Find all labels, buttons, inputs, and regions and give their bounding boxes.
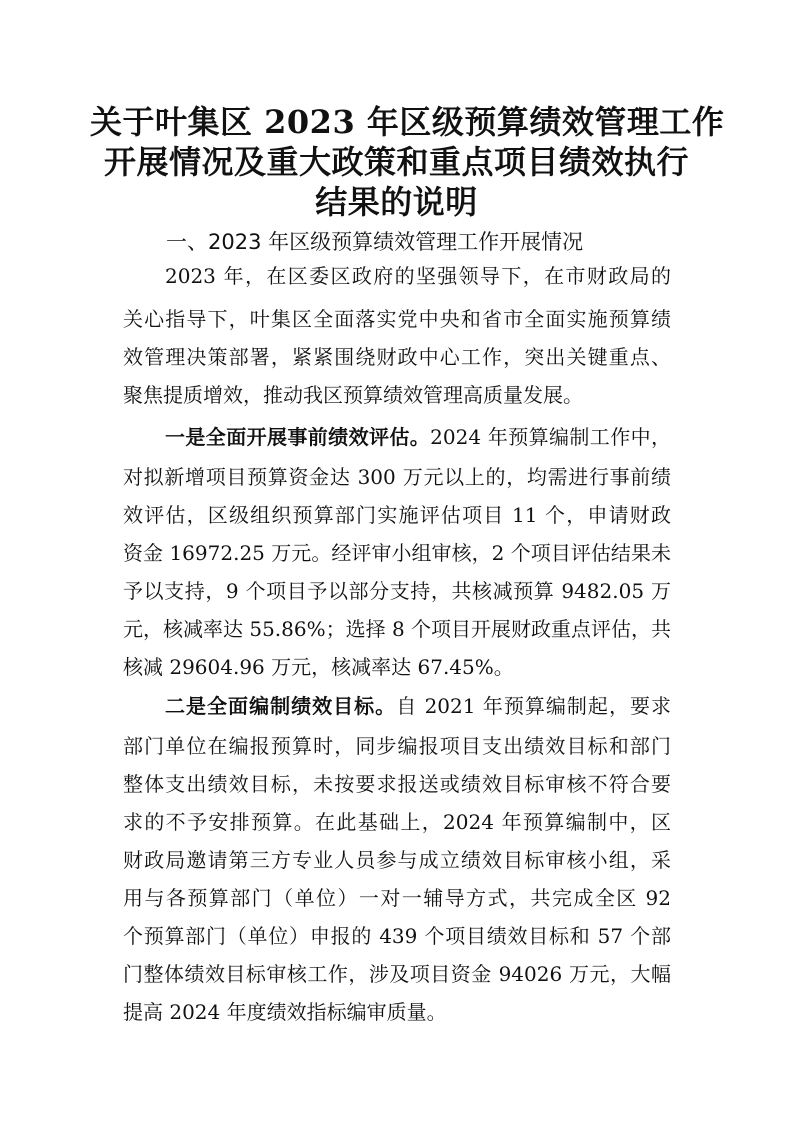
paragraph-2-line: 核减 29604.96 万元，核减率达 67.45%。 [123, 655, 514, 679]
paragraph-2-line: 元，核减率达 55.86%；选择 8 个项目开展财政重点评估，共 [123, 617, 672, 641]
paragraph-3-line: 求的不予安排预算。在此基础上，2024 年预算编制中，区 [123, 810, 671, 834]
paragraph-1-line: 2023 年，在区委区政府的坚强领导下，在市财政局的 [165, 264, 671, 288]
paragraph-3-line: 用与各预算部门（单位）一对一辅导方式，共完成全区 92 [123, 886, 671, 910]
paragraph-3-first-line [165, 693, 671, 719]
paragraph-2-line: 予以支持，9 个项目予以部分支持，共核减预算 9482.05 万 [123, 579, 671, 603]
paragraph-3-line: 个预算部门（单位）申报的 439 个项目绩效目标和 57 个部 [123, 924, 671, 948]
paragraph-3-line: 门整体绩效目标审核工作，涉及项目资金 94026 万元，大幅 [123, 962, 671, 986]
paragraph-1-line: 关心指导下，叶集区全面落实党中央和省市全面实施预算绩 [123, 307, 671, 331]
document-title-line-3: 结果的说明 [315, 183, 478, 221]
paragraph-2-lead: 一是全面开展事前绩效评估。 [165, 425, 431, 449]
paragraph-3-line: 整体支出绩效目标，未按要求报送或绩效目标审核不符合要 [123, 772, 671, 796]
paragraph-1-line: 效管理决策部署，紧紧围绕财政中心工作，突出关键重点、 [123, 345, 671, 369]
document-title-line-2: 开展情况及重大政策和重点项目绩效执行 [103, 143, 689, 181]
paragraph-3-lead: 二是全面编制绩效目标。 [165, 694, 397, 718]
document-title-line-1: 关于叶集区 2023 年区级预算绩效管理工作 [90, 103, 725, 141]
paragraph-2-line: 效评估，区级组织预算部门实施评估项目 11 个，申请财政 [123, 503, 671, 527]
paragraph-2-line: 对拟新增项目预算资金达 300 万元以上的，均需进行事前绩 [123, 465, 671, 489]
section-heading: 一、2023 年区级预算绩效管理工作开展情况 [166, 230, 584, 254]
paragraph-1-line: 聚焦提质增效，推动我区预算绩效管理高质量发展。 [123, 383, 583, 407]
paragraph-3-line: 财政局邀请第三方专业人员参与成立绩效目标审核小组，采 [123, 848, 671, 872]
paragraph-3-line: 部门单位在编报预算时，同步编报项目支出绩效目标和部门 [123, 734, 671, 758]
paragraph-2-first-line [165, 424, 671, 450]
paragraph-3-line: 提高 2024 年度绩效指标编审质量。 [123, 1000, 447, 1024]
paragraph-3-lead-rest: 自 2021 年预算编制起，要求 [396, 694, 671, 718]
paragraph-2-line: 资金 16972.25 万元。经评审小组审核，2 个项目评估结果未 [123, 541, 671, 565]
paragraph-2-lead-rest: 2024 年预算编制工作中， [430, 425, 672, 449]
